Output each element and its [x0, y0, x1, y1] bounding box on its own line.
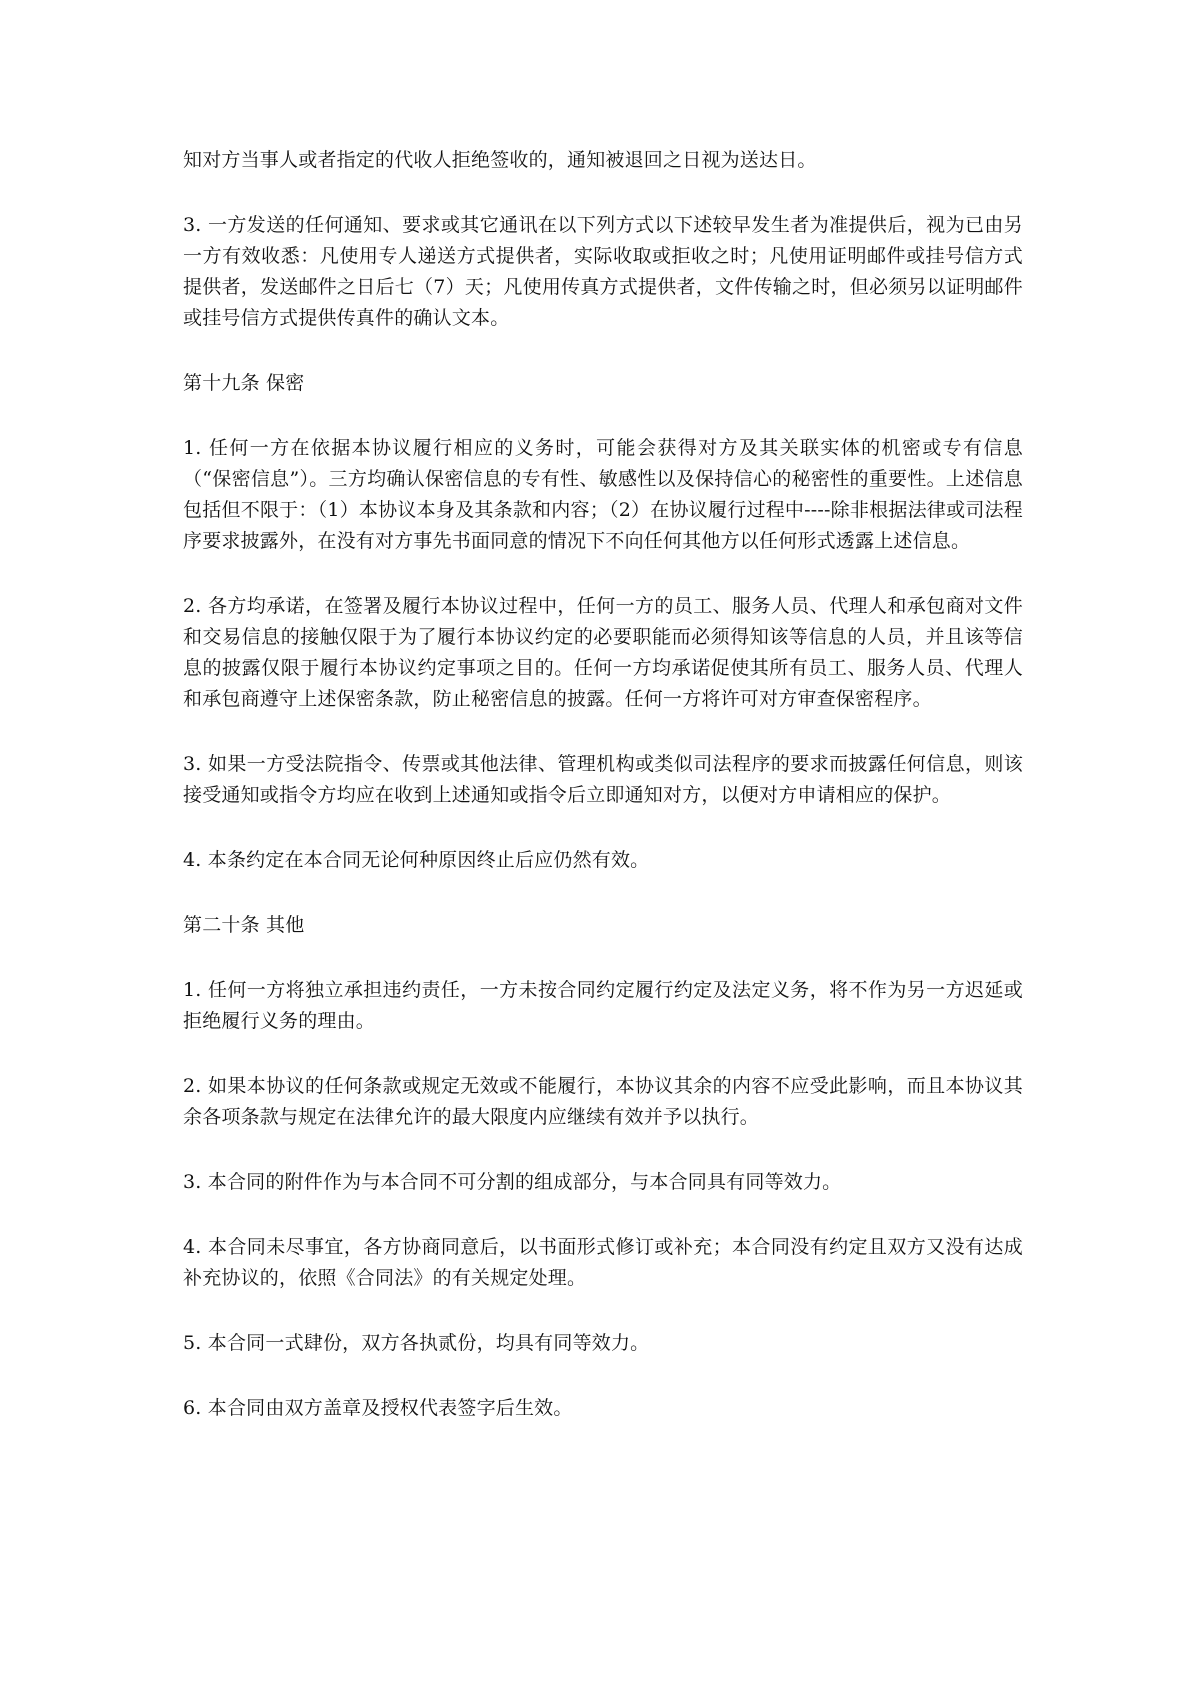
paragraph-access-limits: 2. 各方均承诺，在签署及履行本协议过程中，任何一方的员工、服务人员、代理人和承包商对文件和交易信息的接触仅限于为了履行本协议约定的必要职能而必须得知该等信息的人员，并且该等信息的披露仅限于履行本协议约定事项之目的。任何一方均承诺促使其所有员工、服务人员、代理人和承包商遵守上述保密条款，防止秘密信息的披露。任何一方将许可对方审查保密程序。	[183, 595, 1023, 710]
section-heading-miscellaneous: 第二十条 其他	[183, 914, 305, 936]
paragraph-counterparts: 5. 本合同一式肆份，双方各执贰份，均具有同等效力。	[183, 1332, 650, 1354]
paragraph-survival: 4. 本条约定在本合同无论何种原因终止后应仍然有效。	[183, 849, 650, 871]
paragraph-delivery-continued: 知对方当事人或者指定的代收人拒绝签收的，通知被退回之日视为送达日。	[183, 149, 817, 171]
document-body	[183, 145, 1023, 1458]
paragraph-effectiveness: 6. 本合同由双方盖章及授权代表签字后生效。	[183, 1397, 573, 1419]
paragraph-annexes: 3. 本合同的附件作为与本合同不可分割的组成部分，与本合同具有同等效力。	[183, 1171, 842, 1193]
paragraph-amendments: 4. 本合同未尽事宜，各方协商同意后，以书面形式修订或补充；本合同没有约定且双方又没有达成补充协议的，依照《合同法》的有关规定处理。	[183, 1236, 1023, 1289]
paragraph-confidential-info: 1. 任何一方在依据本协议履行相应的义务时，可能会获得对方及其关联实体的机密或专有信息（“保密信息”）。三方均确认保密信息的专有性、敏感性以及保持信心的秘密性的重要性。上述信息包括但不限于：（1）本协议本身及其条款和内容；（2）在协议履行过程中----除非根据法律或司法程序要求披露外，在没有对方事先书面同意的情况下不向任何其他方以任何形式透露上述信息。	[183, 437, 1023, 552]
paragraph-liability: 1. 任何一方将独立承担违约责任，一方未按合同约定履行约定及法定义务，将不作为另一方迟延或拒绝履行义务的理由。	[183, 979, 1023, 1032]
paragraph-severability: 2. 如果本协议的任何条款或规定无效或不能履行，本协议其余的内容不应受此影响，而且本协议其余各项条款与规定在法律允许的最大限度内应继续有效并予以执行。	[183, 1075, 1023, 1128]
paragraph-notice-receipt: 3. 一方发送的任何通知、要求或其它通讯在以下列方式以下述较早发生者为准提供后，视为已由另一方有效收悉：凡使用专人递送方式提供者，实际收取或拒收之时；凡使用证明邮件或挂号信方式提供者，发送邮件之日后七（7）天；凡使用传真方式提供者，文件传输之时，但必须另以证明邮件或挂号信方式提供传真件的确认文本。	[183, 214, 1023, 329]
section-heading-confidentiality: 第十九条 保密	[183, 372, 305, 394]
paragraph-legal-disclosure: 3. 如果一方受法院指令、传票或其他法律、管理机构或类似司法程序的要求而披露任何信息，则该接受通知或指令方均应在收到上述通知或指令后立即通知对方，以便对方申请相应的保护。	[183, 753, 1023, 806]
